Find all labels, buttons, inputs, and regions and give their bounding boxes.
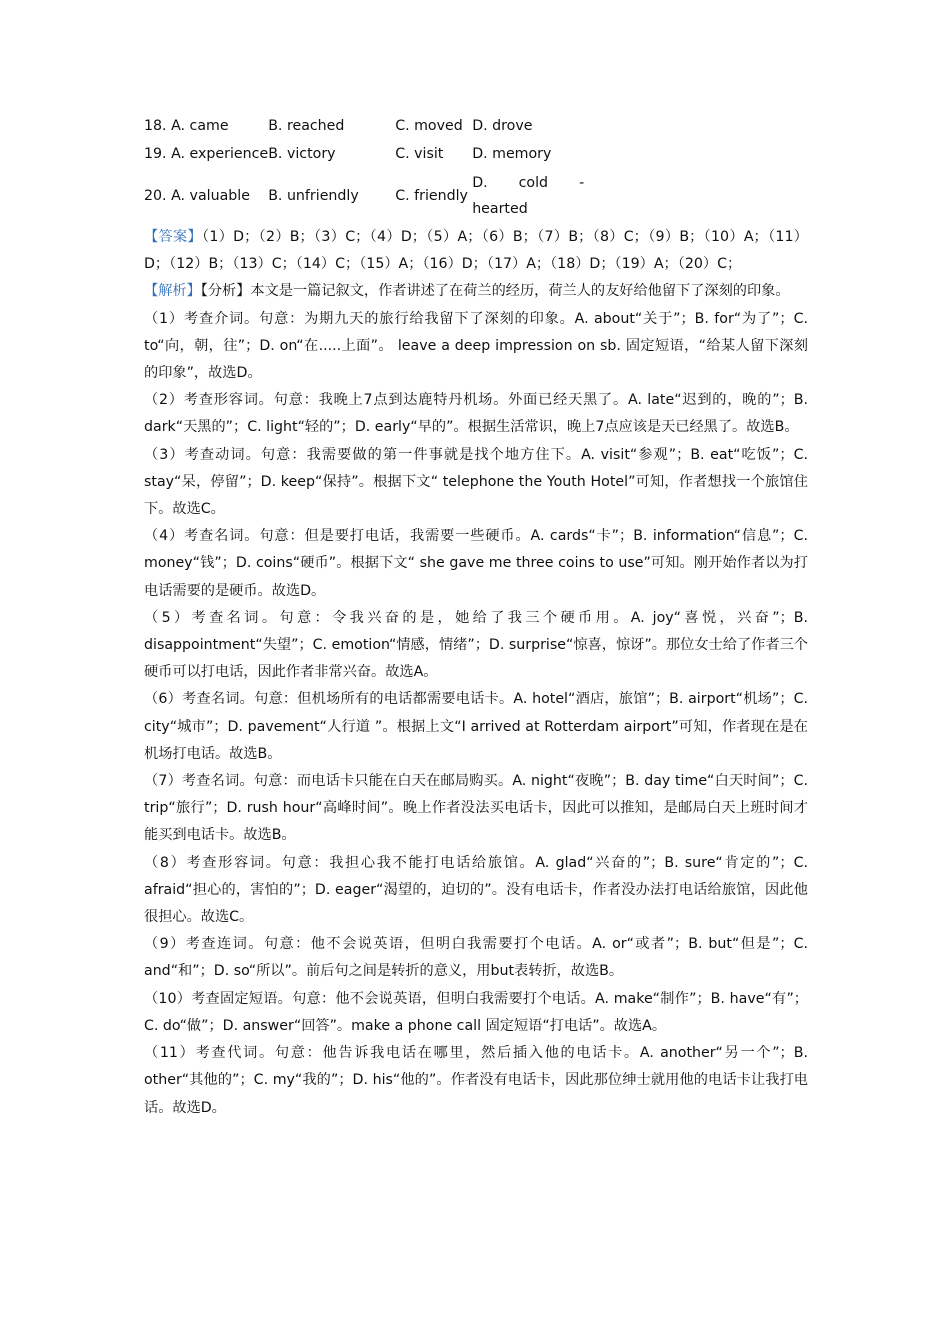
- option-d-letter: D.: [472, 175, 488, 191]
- option-d-word: cold: [518, 175, 549, 191]
- analysis-item: （3）考查动词。句意：我需要做的第一件事就是找个地方住下。A. visit“参观”；B. eat“吃饭”；C. stay“呆，停留”；D. keep“保持”。根据下文“ telephone the Youth Hotel”可知，作者想找一个旅馆住下。故选C。: [144, 446, 808, 518]
- option-c: C. moved: [395, 118, 463, 134]
- document-page: [144, 112, 808, 1122]
- answer-paragraph: [144, 224, 808, 278]
- analysis-item: （1）考查介词。句意：为期九天的旅行给我留下了深刻的印象。A. about“关于”；B. for“为了”；C. to“向，朝，往”；D. on“在.....上面”。 leave a deep impression on sb. 固定短语，“给某人留下深刻的印象”，故选D。: [144, 310, 808, 382]
- option-a: 18. A. came: [144, 118, 229, 134]
- option-c: C. friendly: [395, 188, 468, 204]
- option-d: D. drove: [472, 118, 533, 134]
- analysis-item: （10）考查固定短语。句意：他不会说英语，但明白我需要打个电话。A. make“制作”；B. have“有”；C. do“做”；D. answer“回答”。make a phone call 固定短语“打电话”。故选A。: [144, 990, 808, 1034]
- answer-tag: 【答案】: [144, 229, 202, 245]
- option-b: B. unfriendly: [268, 188, 359, 204]
- option-b: B. victory: [268, 146, 336, 162]
- options-table: [144, 112, 584, 224]
- analysis-item: （7）考查名词。句意：而电话卡只能在白天在邮局购买。A. night“夜晚”；B. day time“白天时间”；C. trip“旅行”；D. rush hour“高峰时间”。晚上作者没法买电话卡，因此可以推知，是邮局白天上班时间才能买到电话卡。故选B。: [144, 773, 808, 844]
- answer-text: （1）D；（2）B；（3）C；（4）D；（5）A；（6）B；（7）B；（8）C；（9）B；（10）A；（11）D；（12）B；（13）C；（14）C；（15）A；（16）D；（17）A；（18）D；（19）A；（20）C；: [144, 229, 808, 273]
- analysis-item: （8）考查形容词。句意：我担心我不能打电话给旅馆。A. glad“兴奋的”；B. sure“肯定的”；C. afraid“担心的，害怕的”；D. eager“渴望的，迫切的”。没有电话卡，作者没办法打电话给旅馆，因此他很担心。故选C。: [144, 854, 808, 926]
- analysis-item: （9）考查连词。句意：他不会说英语，但明白我需要打个电话。A. or“或者”；B. but“但是”；C. and“和”；D. so“所以”。前后句之间是转折的意义，用but表转折，故选B。: [144, 936, 808, 980]
- analysis-item: （4）考查名词。句意：但是要打电话，我需要一些硬币。A. cards“卡”；B. information“信息”；C. money“钱”；D. coins“硬币”。根据下文“ she gave me three coins to use”可知。刚开始作者以为打电话需要的是硬币。故选D。: [144, 528, 808, 599]
- option-a: 19. A. experience: [144, 146, 269, 162]
- option-b: B. reached: [268, 118, 345, 134]
- option-row-19: [144, 140, 584, 168]
- analysis-item: （6）考查名词。句意：但机场所有的电话都需要电话卡。A. hotel“酒店，旅馆”；B. airport“机场”；C. city“城市”；D. pavement“人行道 ”。根据上文“I arrived at Rotterdam airport”可知，作者现在是在机场打电话。故选B。: [144, 691, 808, 762]
- option-c: C. visit: [395, 146, 444, 162]
- analysis-summary: 【分析】本文是一篇记叙文，作者讲述了在荷兰的经历，荷兰人的友好给他留下了深刻的印象。: [200, 283, 790, 300]
- option-row-20: [144, 168, 584, 224]
- option-d: [472, 168, 584, 224]
- analysis-tag: 【解析】: [144, 283, 201, 300]
- analysis-intro: [144, 278, 808, 305]
- analysis-item: （11）考查代词。句意：他告诉我电话在哪里，然后插入他的电话卡。A. another“另一个”；B. other“其他的”；C. my“我的”；D. his“他的”。作者没有电话卡，因此那位绅士就用他的电话卡让我打电话。故选D。: [144, 1045, 808, 1116]
- option-a: 20. A. valuable: [144, 188, 250, 204]
- option-d-word-end: hearted: [472, 201, 528, 217]
- option-d: D. memory: [472, 146, 552, 162]
- option-d-hyphen: -: [579, 175, 585, 191]
- analysis-item: （5）考查名词。句意：令我兴奋的是，她给了我三个硬币用。A. joy“喜悦，兴奋”；B. disappointment“失望”；C. emotion“情感，情绪”；D. surprise“惊喜，惊讶”。那位女士给了作者三个硬币可以打电话，因此作者非常兴奋。故选A。: [144, 609, 808, 681]
- option-row-18: [144, 112, 584, 140]
- analysis-item: （2）考查形容词。句意：我晚上7点到达鹿特丹机场。外面已经天黑了。A. late“迟到的，晚的”；B. dark“天黑的”；C. light“轻的”；D. early“早的”。根据生活常识，晚上7点应该是天已经黑了。故选B。: [144, 392, 808, 436]
